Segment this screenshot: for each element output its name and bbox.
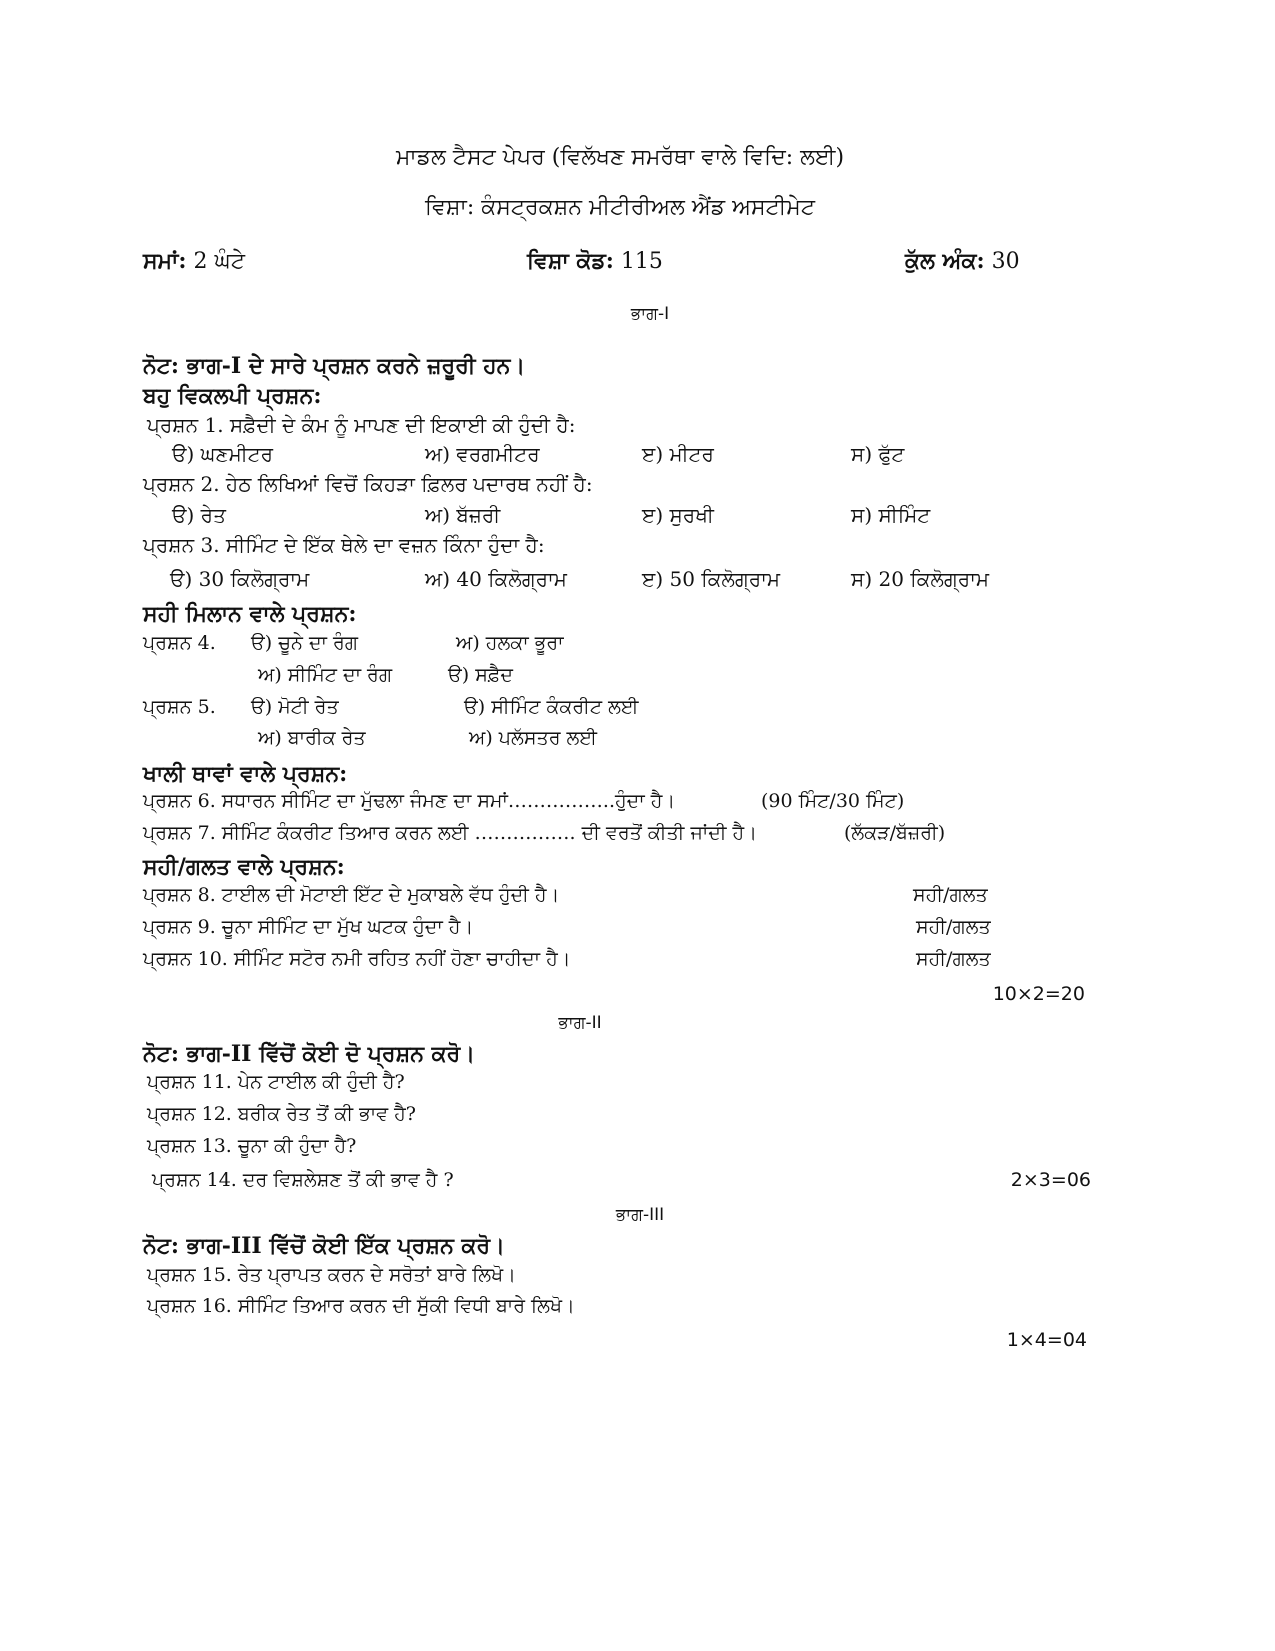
mcq-3-option-c: ੲ) 50 ਕਿਲੋਗ੍ਰਾਮ: [642, 567, 781, 591]
tf-question-8: ਪ੍ਰਸ਼ਨ 8. ਟਾਈਲ ਦੀ ਮੋਟਾਈ ਇੱਟ ਦੇ ਮੁਕਾਬਲੇ ਵੱਧ ਹੁੰਦੀ ਹੈ।: [143, 884, 560, 906]
part1-marks: 10×2=20: [992, 983, 1085, 1005]
fill-6-choices: (90 ਮਿੰਟ/30 ਮਿੰਟ): [761, 790, 905, 812]
part1-note: ਨੋਟ: ਭਾਗ-I ਦੇ ਸਾਰੇ ਪ੍ਰਸ਼ਨ ਕਰਨੇ ਜ਼ਰੂਰੀ ਹਨ।: [143, 353, 526, 379]
time-label: ਸਮਾਂ:: [143, 248, 187, 274]
part3-marks: 1×4=04: [1006, 1329, 1087, 1351]
mcq-3-option-a: ੳ) 30 ਕਿਲੋਗ੍ਰਾਮ: [170, 567, 310, 591]
mcq-1-option-d: ਸ) ਫੁੱਟ: [851, 442, 905, 466]
time-value: 2 ਘੰਟੇ: [193, 249, 245, 274]
mcq-heading: ਬਹੁ ਵਿਕਲਪੀ ਪ੍ਰਸ਼ਨ:: [143, 383, 322, 409]
part2-heading: ਭਾਗ-II: [558, 1013, 602, 1033]
match-heading: ਸਹੀ ਮਿਲਾਨ ਵਾਲੇ ਪ੍ਰਸ਼ਨ:: [143, 601, 357, 627]
fill-question-7: ਪ੍ਰਸ਼ਨ 7. ਸੀਮਿੰਟ ਕੰਕਰੀਟ ਤਿਆਰ ਕਰਨ ਲਈ ……………. ਦੀ ਵਰਤੋਂ ਕੀਤੀ ਜਾਂਦੀ ਹੈ।: [143, 822, 758, 844]
match-5-right-1: ੳ) ਸੀਮਿੰਟ ਕੰਕਰੀਟ ਲਈ: [464, 696, 639, 718]
tf-10-answer: ਸਹੀ/ਗਲਤ: [916, 948, 991, 970]
match-4-right-1: ਅ) ਹਲਕਾ ਭੂਰਾ: [456, 632, 564, 654]
mcq-2-option-a: ੳ) ਰੇਤ: [172, 503, 226, 527]
match-4-left-1: ੳ) ਚੂਨੇ ਦਾ ਰੰਗ: [251, 632, 359, 654]
match-4-left-2: ਅ) ਸੀਮਿੰਟ ਦਾ ਰੰਗ: [258, 664, 393, 686]
mcq-3-option-d: ਸ) 20 ਕਿਲੋਗ੍ਰਾਮ: [851, 567, 990, 591]
mcq-1-option-a: ੳ) ਘਣਮੀਟਰ: [172, 442, 273, 466]
marks-value: 30: [991, 249, 1020, 274]
match-5-left-1: ੳ) ਮੋਟੀ ਰੇਤ: [251, 696, 339, 718]
fill-question-6: ਪ੍ਰਸ਼ਨ 6. ਸਧਾਰਨ ਸੀਮਿੰਟ ਦਾ ਮੁੱਢਲਾ ਜੰਮਣ ਦਾ ਸਮਾਂ……………..ਹੁੰਦਾ ਹੈ।: [143, 790, 676, 812]
code-label: ਵਿਸ਼ਾ ਕੋਡ:: [527, 248, 614, 274]
subject-title: ਵਿਸ਼ਾ: ਕੰਸਟ੍ਰਕਸ਼ਨ ਮੀਟੀਰੀਅਲ ਐਂਡ ਅਸਟੀਮੇਟ: [425, 195, 815, 220]
mcq-1-option-c: ੲ) ਮੀਟਰ: [642, 442, 714, 466]
mcq-3-option-b: ਅ) 40 ਕਿਲੋਗ੍ਰਾਮ: [425, 567, 567, 591]
mcq-2-option-c: ੲ) ਸੁਰਖੀ: [642, 503, 714, 527]
match-5-right-2: ਅ) ਪਲੱਸਤਰ ਲਈ: [469, 727, 598, 749]
match-question-4: ਪ੍ਰਸ਼ਨ 4.: [143, 632, 216, 654]
tf-question-9: ਪ੍ਰਸ਼ਨ 9. ਚੂਨਾ ਸੀਮਿੰਟ ਦਾ ਮੁੱਖ ਘਟਕ ਹੁੰਦਾ ਹੈ।: [143, 916, 474, 938]
mcq-question-2: ਪ੍ਰਸ਼ਨ 2. ਹੇਠ ਲਿਖਿਆਂ ਵਿਚੋਂ ਕਿਹੜਾ ਫ਼ਿਲਰ ਪਦਾਰਥ ਨਹੀਂ ਹੈ:: [143, 472, 593, 496]
mcq-2-option-d: ਸ) ਸੀਮਿੰਟ: [851, 503, 931, 527]
part3-note: ਨੋਟ: ਭਾਗ-III ਵਿੱਚੋਂ ਕੋਈ ਇੱਕ ਪ੍ਰਸ਼ਨ ਕਰੋ।: [143, 1233, 505, 1259]
part1-heading: ਭਾਗ-I: [630, 304, 670, 324]
match-4-right-2: ੳ) ਸਫ਼ੈਦ: [448, 664, 513, 686]
part2-question-13: ਪ੍ਰਸ਼ਨ 13. ਚੂਨਾ ਕੀ ਹੁੰਦਾ ਹੈ?: [147, 1135, 357, 1157]
tf-9-answer: ਸਹੀ/ਗਲਤ: [916, 916, 991, 938]
match-5-left-2: ਅ) ਬਾਰੀਕ ਰੇਤ: [258, 727, 366, 749]
part2-marks: 2×3=06: [1010, 1169, 1091, 1191]
part3-heading: ਭਾਗ-III: [615, 1205, 665, 1225]
time-info: [143, 250, 245, 273]
tf-8-answer: ਸਹੀ/ਗਲਤ: [913, 884, 988, 906]
mcq-question-3: ਪ੍ਰਸ਼ਨ 3. ਸੀਮਿੰਟ ਦੇ ਇੱਕ ਥੇਲੇ ਦਾ ਵਜ਼ਨ ਕਿੰਨਾ ਹੁੰਦਾ ਹੈ:: [143, 533, 545, 557]
part2-note: ਨੋਟ: ਭਾਗ-II ਵਿੱਚੋਂ ਕੋਈ ਦੋ ਪ੍ਰਸ਼ਨ ਕਰੋ।: [143, 1041, 476, 1067]
fill-heading: ਖਾਲੀ ਥਾਵਾਂ ਵਾਲੇ ਪ੍ਰਸ਼ਨ:: [143, 761, 348, 787]
tf-heading: ਸਹੀ/ਗਲਤ ਵਾਲੇ ਪ੍ਰਸ਼ਨ:: [143, 854, 345, 880]
part2-question-14: ਪ੍ਰਸ਼ਨ 14. ਦਰ ਵਿਸ਼ਲੇਸ਼ਣ ਤੋਂ ਕੀ ਭਾਵ ਹੈ ?: [152, 1169, 454, 1191]
fill-7-choices: (ਲੱਕੜ/ਬੱਜ਼ਰੀ): [844, 822, 946, 844]
match-question-5: ਪ੍ਰਸ਼ਨ 5.: [143, 696, 216, 718]
tf-question-10: ਪ੍ਰਸ਼ਨ 10. ਸੀਮਿੰਟ ਸਟੋਰ ਨਮੀ ਰਹਿਤ ਨਹੀਂ ਹੋਣਾ ਚਾਹੀਦਾ ਹੈ।: [143, 948, 571, 970]
mcq-1-option-b: ਅ) ਵਰਗਮੀਟਰ: [425, 442, 540, 466]
part2-question-11: ਪ੍ਰਸ਼ਨ 11. ਪੇਨ ਟਾਈਲ ਕੀ ਹੁੰਦੀ ਹੈ?: [147, 1071, 405, 1093]
paper-title: ਮਾਡਲ ਟੈਸਟ ਪੇਪਰ (ਵਿਲੱਖਣ ਸਮਰੱਥਾ ਵਾਲੇ ਵਿਦਿ: ਲਈ): [395, 145, 845, 170]
code-info: [527, 250, 663, 273]
part3-question-15: ਪ੍ਰਸ਼ਨ 15. ਰੇਤ ਪ੍ਰਾਪਤ ਕਰਨ ਦੇ ਸਰੋਤਾਂ ਬਾਰੇ ਲਿਖੋ।: [147, 1264, 516, 1286]
part2-question-12: ਪ੍ਰਸ਼ਨ 12. ਬਰੀਕ ਰੇਤ ਤੋਂ ਕੀ ਭਾਵ ਹੈ?: [147, 1103, 416, 1125]
marks-label: ਕੁੱਲ ਅੰਕ:: [905, 248, 985, 274]
marks-info: [905, 250, 1020, 273]
mcq-question-1: ਪ੍ਰਸ਼ਨ 1. ਸਫ਼ੈਦੀ ਦੇ ਕੰਮ ਨੂੰ ਮਾਪਣ ਦੀ ਇਕਾਈ ਕੀ ਹੁੰਦੀ ਹੈ:: [147, 413, 576, 437]
part3-question-16: ਪ੍ਰਸ਼ਨ 16. ਸੀਮਿੰਟ ਤਿਆਰ ਕਰਨ ਦੀ ਸੁੱਕੀ ਵਿਧੀ ਬਾਰੇ ਲਿਖੋ।: [147, 1295, 575, 1317]
code-value: 115: [620, 249, 663, 274]
mcq-2-option-b: ਅ) ਬੱਜ਼ਰੀ: [425, 503, 501, 527]
